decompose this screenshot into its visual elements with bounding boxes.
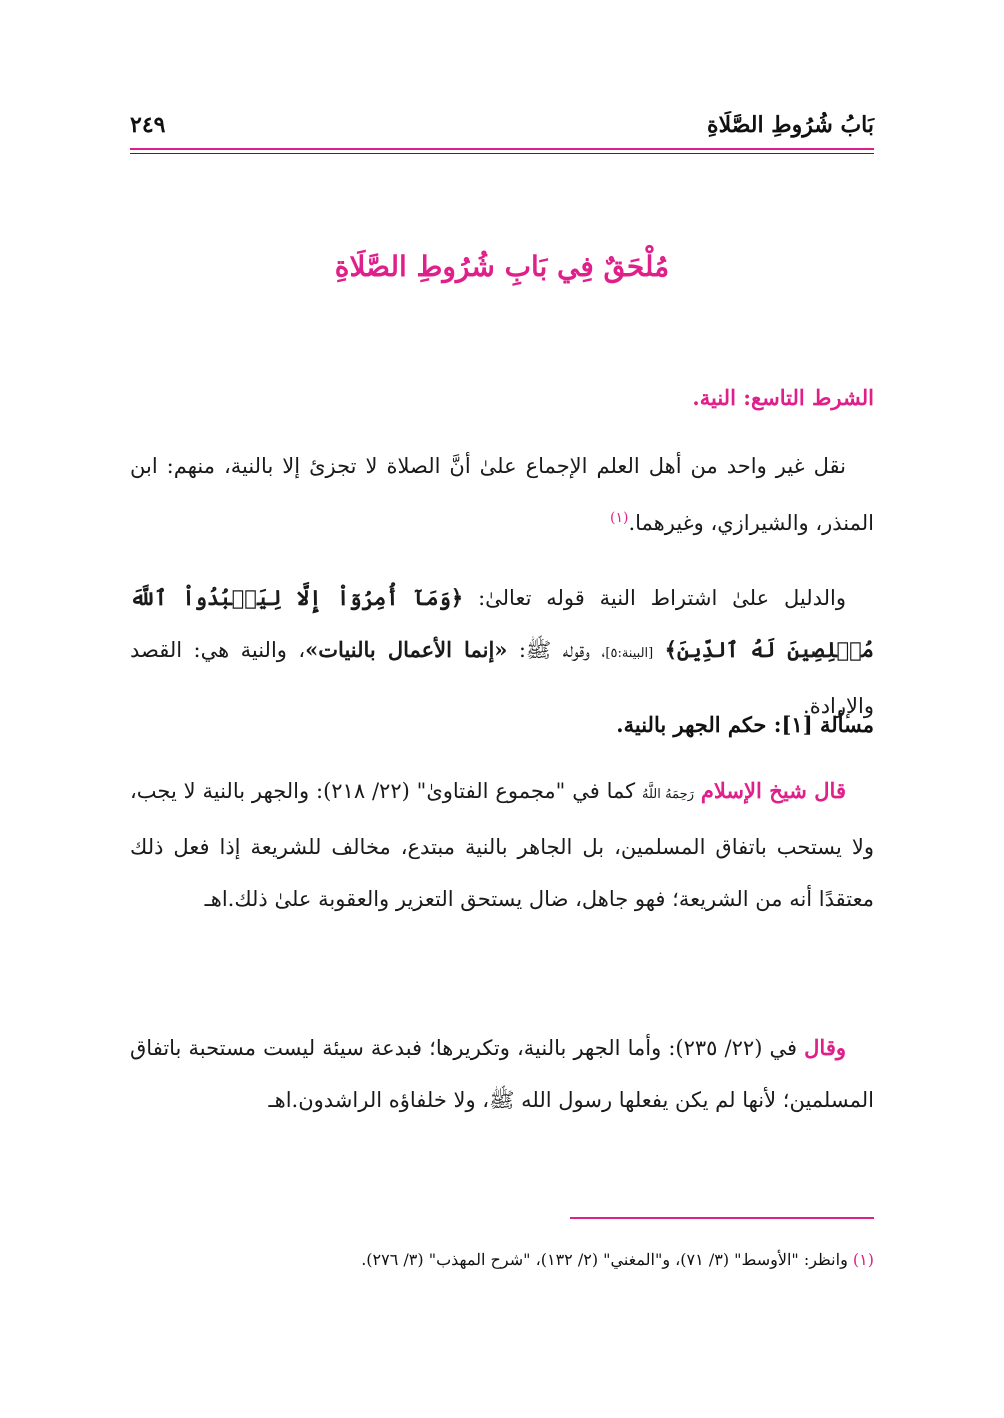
paragraph-ibn-taymiyyah xyxy=(130,765,874,925)
evidence-lead: والدليل علىٰ اشتراط النية قوله تعالىٰ: xyxy=(478,586,846,610)
evidence-tail: ، والنية هي: القصد والإرادة. xyxy=(130,638,874,718)
paragraph-consensus xyxy=(130,440,874,549)
running-header xyxy=(130,112,874,148)
footnote-ref: (١) xyxy=(609,510,629,526)
speaker-name: قال شيخ الإسلام xyxy=(700,778,846,803)
paragraph-evidence xyxy=(130,572,874,732)
honorific: رَحِمَهُ اللَّهُ xyxy=(642,787,694,802)
evidence-mid: ، وقوله ﷺ: xyxy=(518,638,606,662)
footnote xyxy=(130,1250,874,1269)
condition-heading: الشرط التاسع: النية. xyxy=(692,385,874,410)
footnote-separator xyxy=(570,1217,874,1219)
speaker-name-2: وقال xyxy=(804,1035,846,1060)
page-number: ٢٤٩ xyxy=(130,112,166,138)
section-title: مُلْحَقٌ فِي بَابِ شُرُوطِ الصَّلَاةِ xyxy=(334,250,670,283)
paragraph-second-quote xyxy=(130,1022,874,1126)
paragraph-text: نقل غير واحد من أهل العلم الإجماع علىٰ أنَّ الصلاة لا تجزئ إلا بالنية، منهم: ابن المنذر، والشيرازي، وغيرهما. xyxy=(130,454,874,535)
footnote-number: (١) xyxy=(852,1250,874,1269)
quote-text-2: في (٢٢/ ٢٣٥): وأما الجهر بالنية، وتكريرها؛ فبدعة سيئة ليست مستحبة باتفاق المسلمين؛ لأنها لم يكن يفعلها رسول الله ﷺ، ولا خلفاؤه الراشدون.اهـ xyxy=(130,1036,874,1112)
header-rule-bottom xyxy=(130,153,874,154)
footnote-text: وانظر: "الأوسط" (٣/ ٧١)، و"المغني" (٢/ ١٣٢)، "شرح المهذب" (٣/ ٢٧٦). xyxy=(361,1250,848,1269)
quran-verse: ﴿وَمَآ أُمِرُوٓاْ إِلَّا لِيَعۡبُدُواْ ٱللَّهَ مُخۡلِصِينَ لَهُ ٱلدِّينَ﴾ xyxy=(130,585,874,662)
chapter-title: بَابُ شُرُوطِ الصَّلَاةِ xyxy=(707,112,874,138)
question-heading: مسألة [١]: حكم الجهر بالنية. xyxy=(616,712,874,737)
quote-text: كما في "مجموع الفتاوىٰ" (٢٢/ ٢١٨): والجهر بالنية لا يجب، ولا يستحب باتفاق المسلمين، بل الجاهر بالنية مبتدع، مخالف للشريعة إذا فعل ذلك معتقدًا أنه من الشريعة؛ فهو جاهل، ضال يستحق التعزير والعقوبة علىٰ ذلك.اهـ xyxy=(130,779,874,911)
verse-reference: [البينة:٥] xyxy=(605,646,654,661)
header-rule-top xyxy=(130,148,874,150)
hadith-quote: «إنما الأعمال بالنيات» xyxy=(305,637,508,662)
